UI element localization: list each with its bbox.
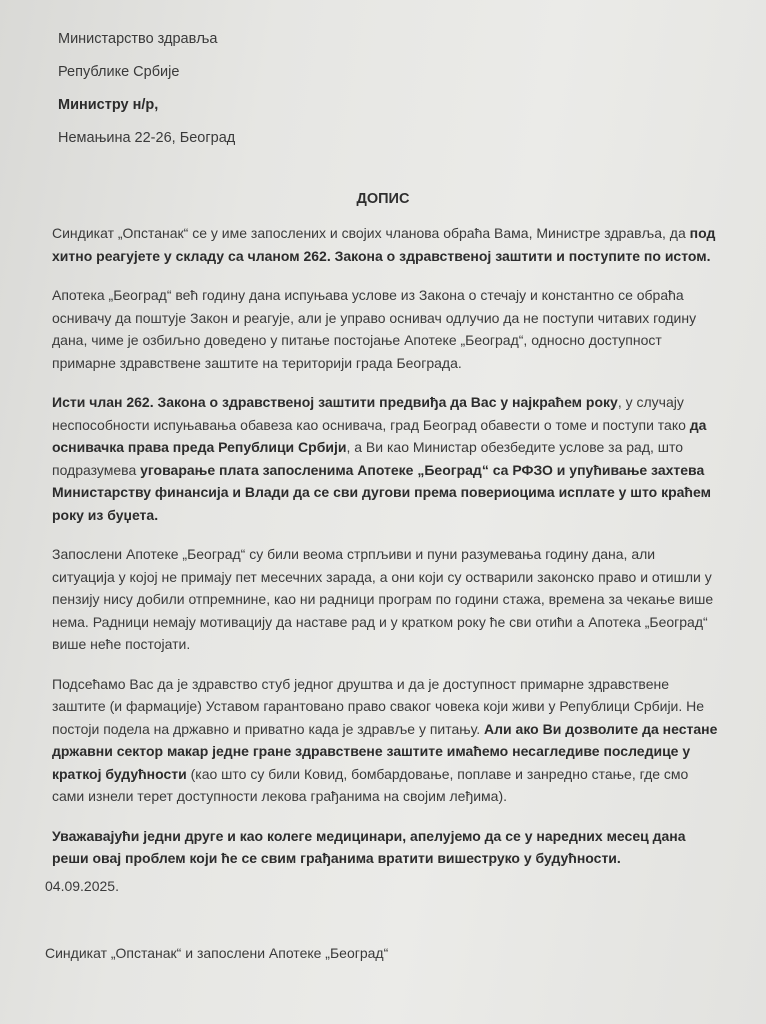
letter-date: 04.09.2025. [45,878,119,894]
paragraph-3-bold-3: уговарање плата запосленима Апотеке „Београд“ са РФЗО и упућивање захтева Министарству финансија и Влади да се сви дугови према повериоцима исплате у што краћем року из буџета. [52,461,711,523]
paragraph-6: Уважавајући једни друге и као колеге медицинари, апелујемо да се у наредних месец дана реши овај проблем који ће се свим грађанима вратити вишеструко у будућности. [52,827,686,866]
paragraph-3-bold-2: да оснивачка права преда Републици Србији [52,416,707,455]
paragraph-4: Запослени Апотеке „Београд“ су били веома стрпљиви и пуни разумевања годину дана, али ситуација у којој не примају пет месечних зарада, а они који су остварили законско право и отишли у пензију нису добили отпремнине, као ни радници програм по години стажа, времена за чекање више нема. Радници немају мотивацију да наставе рад и у кратком року ће сви отићи а Апотека „Београд“ више неће постојати. [52,546,714,652]
paragraph-1-text: Синдикат „Опстанак“ се у име запослених и својих чланова обраћа Вама, Министре здравља, да [52,225,690,241]
paragraph-5-bold: Али ако Ви дозволите да нестане државни сектор макар једне гране здравствене заштите имаћемо несагледиве последице у краткој будућности [52,720,718,782]
paragraph-3-text-1: , у случају неспособности испуњавања обавеза као оснивача, град Београд обавести о томе и поступи тако [52,394,690,433]
paragraph-2: Апотека „Београд“ већ годину дана испуњава услове из Закона о стечају и константно се обраћа оснивачу да поштује Закон и реагује, али је управо оснивач одлучио да не поступи читавих годину дана, чиме је озбиљно доведено у питање постојање Апотеке „Београд“, односно доступност примарне здравствене заштите на територији града Београда. [52,287,697,371]
paragraph-5-text-1: Подсећамо Вас да је здравство стуб једног друштва и да је доступност примарне здравствене заштите (и фармације) Уставом гарантовано право сваког човека који живи у Републици Србији. Не постоји подела на државно и приватно када је здравље у питању. [52,675,705,737]
paragraph-1 [52,222,720,267]
recipient-country: Републике Србије [58,64,180,80]
letter-body [52,222,720,887]
recipient-block [58,28,235,160]
recipient-address: Немањина 22-26, Београд [58,130,236,146]
paragraph-3-bold-1: Исти члан 262. Закона о здравственој заштити предвиђа да Вас у најкраћем року [52,394,618,410]
letter-title: ДОПИС [356,191,410,207]
paragraph-3 [52,391,720,526]
paragraph-1-bold: под хитно реагујете у складу са чланом 262. Закона о здравственој заштити и поступите по истом. [52,225,716,264]
paragraph-5 [52,673,720,808]
recipient-attention: Министру н/р, [58,97,159,113]
letter-signature: Синдикат „Опстанак“ и запослени Апотеке „Београд“ [45,945,389,961]
paragraph-3-text-2: , а Ви као Министар обезбедите услове за рад, што подразумева [52,439,684,478]
recipient-ministry: Министарство здравља [58,31,218,47]
paragraph-5-text-2: (као што су били Ковид, бомбардовање, поплаве и занредно стање, где смо сами изнели терет доступности лекова грађанима на својим леђима). [52,765,689,804]
